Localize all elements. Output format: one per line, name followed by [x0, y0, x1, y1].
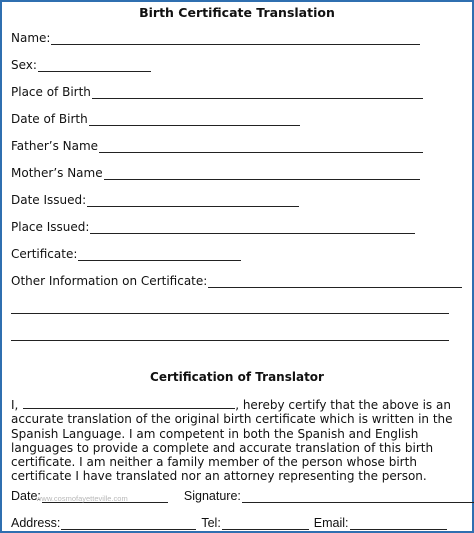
date-of-birth-row — [11, 112, 300, 126]
date-of-birth-label: Date of Birth — [11, 112, 88, 126]
father-name-input-line[interactable] — [99, 141, 423, 153]
other-info-row — [11, 274, 462, 288]
certificate-input-line[interactable] — [78, 249, 241, 261]
signature-input-line[interactable] — [242, 491, 474, 503]
father-name-label: Father’s Name — [11, 139, 99, 153]
date-of-birth-input-line[interactable] — [89, 114, 300, 126]
place-issued-input-line[interactable] — [90, 222, 415, 234]
mother-name-input-line[interactable] — [104, 168, 420, 180]
place-of-birth-label: Place of Birth — [11, 85, 91, 99]
place-issued-label: Place Issued: — [11, 220, 90, 234]
place-issued-row — [11, 220, 415, 234]
address-label: Address: — [11, 516, 61, 530]
mother-name-row — [11, 166, 420, 180]
signature-label: Signature: — [183, 489, 241, 503]
other-info-input-line[interactable] — [208, 276, 462, 288]
tel-input-line[interactable] — [222, 518, 309, 530]
date-issued-input-line[interactable] — [87, 195, 299, 207]
email-input-line[interactable] — [350, 518, 447, 530]
certification-prefix: I, — [11, 398, 19, 412]
contact-row — [11, 516, 447, 530]
place-of-birth-row — [11, 85, 423, 99]
address-input-line[interactable] — [61, 518, 196, 530]
sex-label: Sex: — [11, 58, 37, 72]
watermark-text: www.cosmofayetteville.com — [36, 494, 128, 503]
mother-name-label: Mother’s Name — [11, 166, 103, 180]
father-name-row — [11, 139, 423, 153]
other-info-label: Other Information on Certificate: — [11, 274, 208, 288]
sex-row — [11, 58, 151, 72]
date-label: Date: — [11, 489, 41, 503]
certificate-label: Certificate: — [11, 247, 78, 261]
certificate-row — [11, 247, 241, 261]
certification-title: Certification of Translator — [150, 370, 324, 384]
date-issued-label: Date Issued: — [11, 193, 87, 207]
other-info-line-2[interactable] — [11, 313, 449, 314]
translator-name-input-line[interactable] — [23, 397, 235, 409]
certification-text: , hereby certify that the above is an accurate translation of the original birth certificate which is written in the Spanish Language. I am competent in both the Spanish and English languages to provide a complete and accurate translation of this birth certificate. I am neither a family member of the person whose birth certificate I have translated nor an attorney representing the person. — [11, 398, 453, 484]
form-title: Birth Certificate Translation — [139, 5, 335, 20]
name-row — [11, 31, 420, 45]
certification-paragraph — [11, 397, 465, 484]
tel-label: Tel: — [201, 516, 221, 530]
sex-input-line[interactable] — [38, 60, 151, 72]
place-of-birth-input-line[interactable] — [92, 87, 423, 99]
name-input-line[interactable] — [51, 33, 420, 45]
name-label: Name: — [11, 31, 51, 45]
email-label: Email: — [313, 516, 349, 530]
other-info-line-3[interactable] — [11, 340, 449, 341]
date-issued-row — [11, 193, 299, 207]
